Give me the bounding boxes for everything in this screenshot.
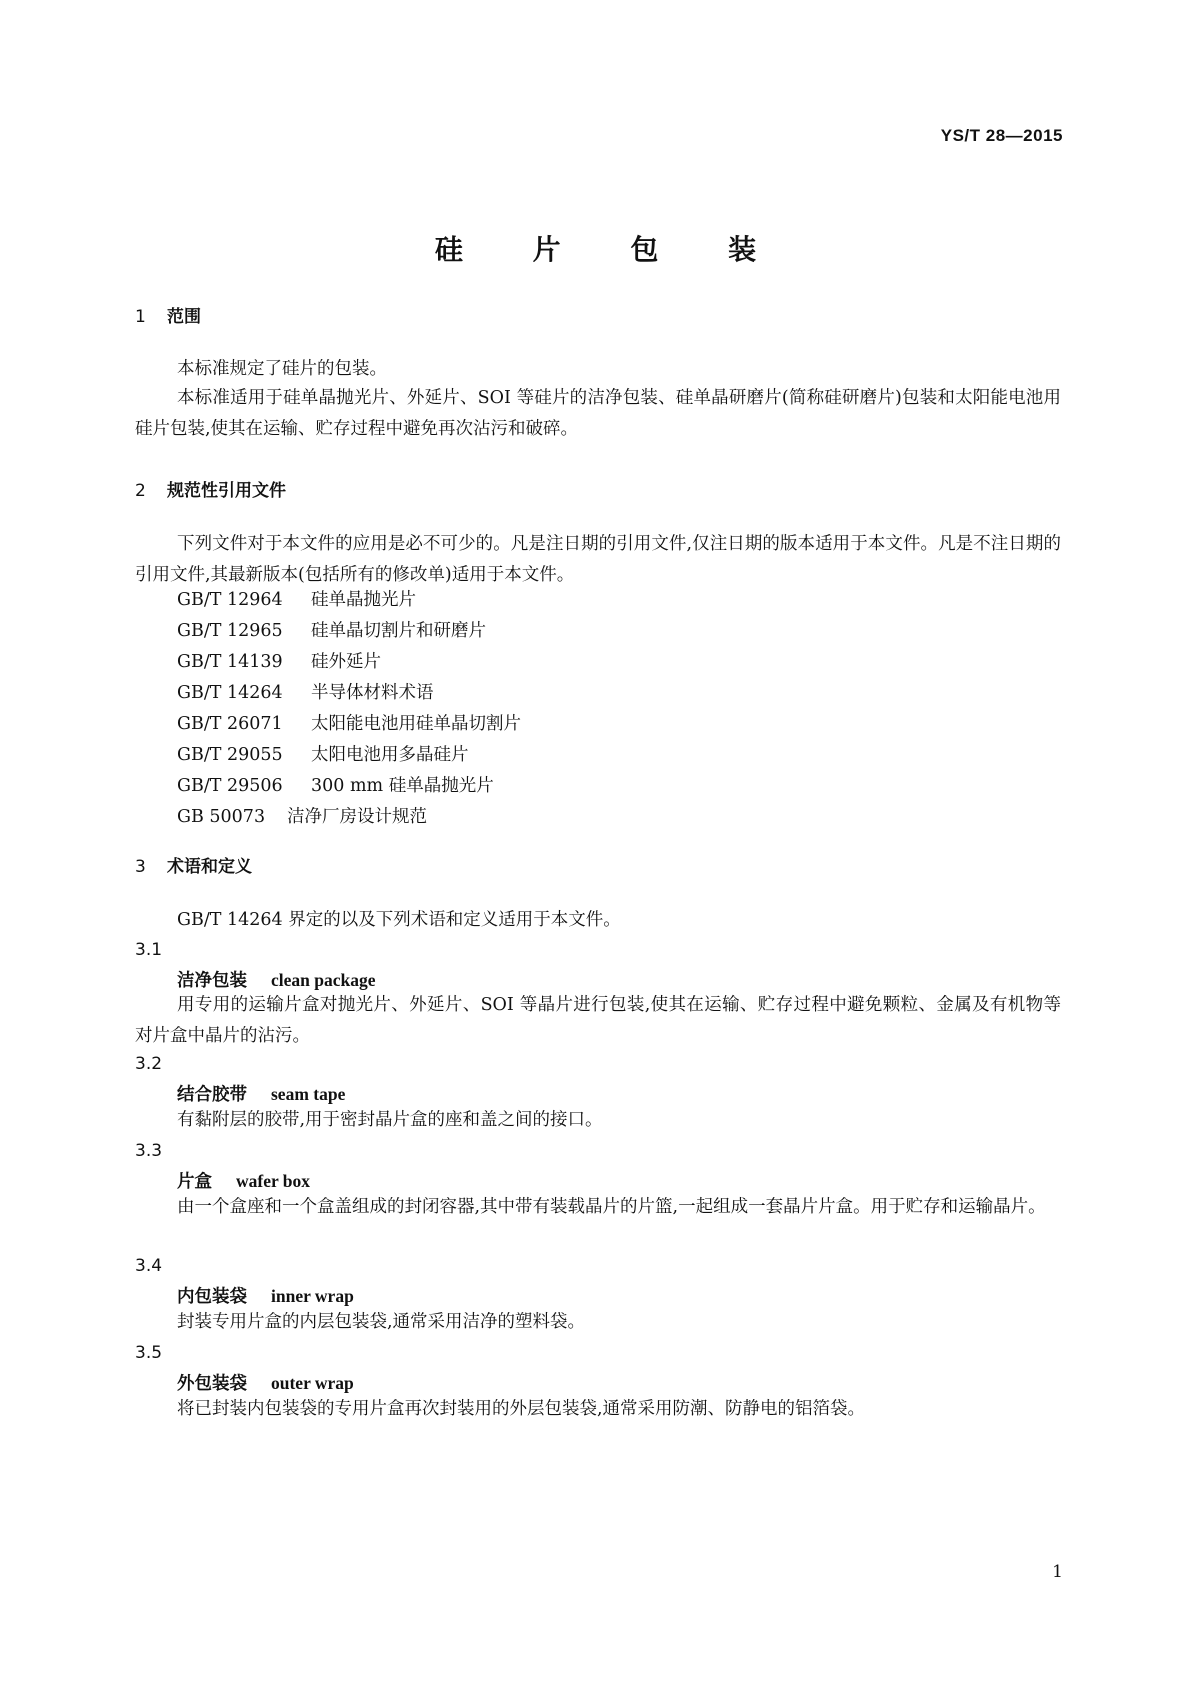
term-name xyxy=(177,1168,310,1193)
reference-title: 太阳电池用多晶硅片 xyxy=(311,745,469,765)
reference-code: GB/T 29506 xyxy=(177,776,283,796)
reference-code: GB/T 14264 xyxy=(177,683,283,703)
reference-item xyxy=(177,709,521,740)
term-number: 3.2 xyxy=(135,1054,163,1074)
reference-item xyxy=(177,771,521,802)
term-number: 3.5 xyxy=(135,1343,163,1363)
reference-code: GB/T 12964 xyxy=(177,590,283,610)
term-name xyxy=(177,1081,345,1106)
term-zh: 内包装袋 xyxy=(177,1287,247,1307)
reference-title: 半导体材料术语 xyxy=(311,683,434,703)
reference-title: 硅外延片 xyxy=(311,652,381,672)
section-2-heading xyxy=(135,476,286,501)
reference-title: 硅单晶切割片和研磨片 xyxy=(311,621,486,641)
normative-references-list xyxy=(177,585,521,833)
term-name xyxy=(177,967,376,992)
term-name xyxy=(177,1283,354,1308)
term-definition: 封装专用片盒的内层包装袋,通常采用洁净的塑料袋。 xyxy=(177,1312,586,1332)
term-en: seam tape xyxy=(271,1084,346,1104)
term-zh: 外包装袋 xyxy=(177,1374,247,1394)
section-1-paragraph-2: 本标准适用于硅单晶抛光片、外延片、SOI 等硅片的洁净包装、硅单晶研磨片(简称硅研磨片)包装和太阳能电池用硅片包装,使其在运输、贮存过程中避免再次沾污和破碎。 xyxy=(135,388,1061,439)
reference-code: GB/T 26071 xyxy=(177,714,283,734)
section-1-paragraph-1: 本标准规定了硅片的包装。 xyxy=(177,359,387,379)
term-definition: 将已封装内包装袋的专用片盒再次封装用的外层包装袋,通常采用防潮、防静电的铝箔袋。 xyxy=(177,1399,866,1419)
section-number: 1 xyxy=(135,307,146,327)
term-en: clean package xyxy=(271,970,376,990)
term-zh: 片盒 xyxy=(177,1172,212,1192)
term-name xyxy=(177,1370,354,1395)
term-number: 3.3 xyxy=(135,1141,163,1161)
reference-item xyxy=(177,678,521,709)
section-number: 3 xyxy=(135,857,146,877)
reference-title: 洁净厂房设计规范 xyxy=(287,807,427,827)
standard-code: YS/T 28—2015 xyxy=(940,126,1063,145)
section-title: 范围 xyxy=(167,307,201,327)
reference-code: GB 50073 xyxy=(177,807,266,827)
page-number: 1 xyxy=(1052,1562,1063,1582)
section-3-heading xyxy=(135,852,252,877)
reference-code: GB/T 14139 xyxy=(177,652,283,672)
reference-title: 硅单晶抛光片 xyxy=(311,590,416,610)
reference-code: GB/T 12965 xyxy=(177,621,283,641)
reference-item xyxy=(177,616,521,647)
section-title: 术语和定义 xyxy=(167,857,252,877)
document-title: 硅 片 包 装 xyxy=(434,233,787,266)
reference-code: GB/T 29055 xyxy=(177,745,283,765)
reference-item xyxy=(177,585,521,616)
term-definition: 有黏附层的胶带,用于密封晶片盒的座和盖之间的接口。 xyxy=(177,1110,603,1130)
reference-item xyxy=(177,740,521,771)
section-3-paragraph-1: GB/T 14264 界定的以及下列术语和定义适用于本文件。 xyxy=(177,910,621,930)
term-zh: 洁净包装 xyxy=(177,971,247,991)
reference-item xyxy=(177,802,521,833)
section-2-paragraph-1: 下列文件对于本文件的应用是必不可少的。凡是注日期的引用文件,仅注日期的版本适用于本文件。凡是不注日期的引用文件,其最新版本(包括所有的修改单)适用于本文件。 xyxy=(135,534,1061,585)
term-en: wafer box xyxy=(236,1171,311,1191)
term-en: inner wrap xyxy=(271,1286,354,1306)
reference-item xyxy=(177,647,521,678)
section-number: 2 xyxy=(135,481,146,501)
section-title: 规范性引用文件 xyxy=(167,481,286,501)
term-zh: 结合胶带 xyxy=(177,1085,247,1105)
term-number: 3.1 xyxy=(135,940,163,960)
term-definition: 用专用的运输片盒对抛光片、外延片、SOI 等晶片进行包装,使其在运输、贮存过程中避免颗粒、金属及有机物等对片盒中晶片的沾污。 xyxy=(135,995,1061,1046)
reference-title: 300 mm 硅单晶抛光片 xyxy=(311,776,494,796)
term-definition: 由一个盒座和一个盒盖组成的封闭容器,其中带有装载晶片的片篮,一起组成一套晶片片盒。用于贮存和运输晶片。 xyxy=(177,1197,1046,1217)
term-en: outer wrap xyxy=(271,1373,354,1393)
section-1-heading xyxy=(135,302,201,327)
reference-title: 太阳能电池用硅单晶切割片 xyxy=(311,714,521,734)
term-number: 3.4 xyxy=(135,1256,163,1276)
